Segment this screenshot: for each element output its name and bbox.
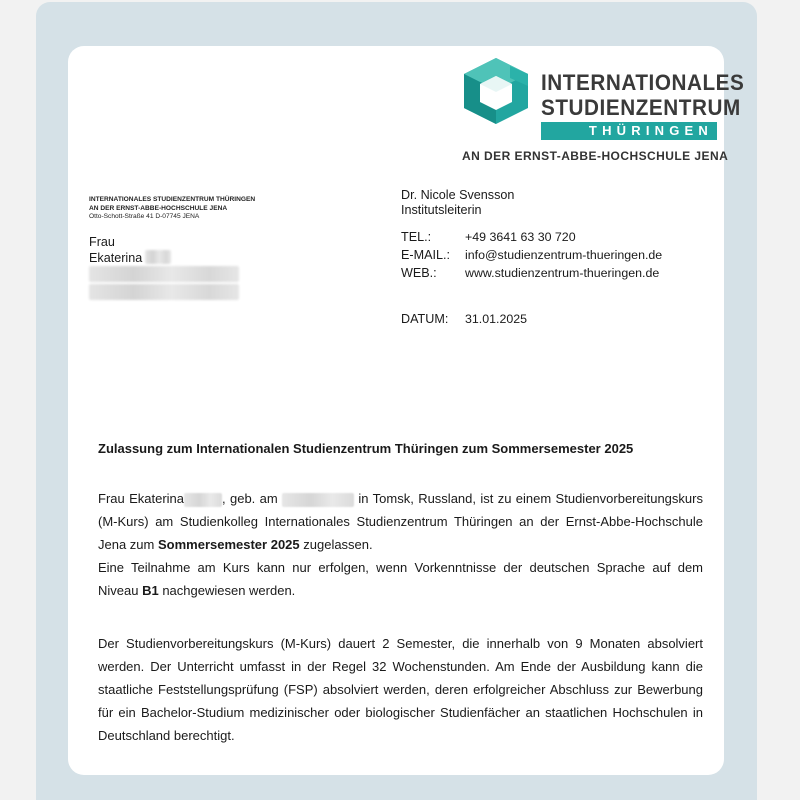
redacted-surname-inline: [184, 493, 222, 507]
email-value: info@studienzentrum-thueringen.de: [465, 248, 663, 262]
p1-l3-a: Jena zum: [98, 537, 158, 552]
p2-line1: Der Studienvorbereitungskurs (M-Kurs) dauert 2 Semester, die innerhalb von 9 Monaten absolviert: [98, 636, 703, 651]
redacted-address-line2: [89, 284, 239, 300]
redacted-address-line1: [89, 266, 239, 282]
p1-line2: (M-Kurs) am Studienkolleg Internationales Studienzentrum Thüringen an der Ernst-Abbe-Hochschule: [98, 514, 703, 529]
contact-role: Institutsleiterin: [401, 203, 482, 217]
p1-l3-c: zugelassen.: [299, 537, 373, 552]
paragraph-1: [98, 487, 703, 602]
logo-title-line3: THÜRINGEN: [588, 123, 713, 138]
logo-title-line1: INTERNATIONALES: [541, 70, 745, 95]
p1-text-c: in Tomsk, Russland, ist zu einem Studienvorbereitungskurs: [358, 491, 703, 506]
p2-line3: staatliche Feststellungsprüfung (FSP) absolviert werden, deren erfolgreicher Abschluss zur Bewerbung: [98, 682, 703, 697]
p1-text-a: Frau Ekaterina: [98, 491, 185, 506]
p2-line5: Deutschland berechtigt.: [98, 728, 235, 743]
p1-line1: [98, 487, 703, 510]
date-value: 31.01.2025: [465, 312, 528, 326]
p1-l5-bold: B1: [142, 583, 159, 598]
tel-value: +49 3641 63 30 720: [465, 230, 576, 244]
logo-title-line2: STUDIENZENTRUM: [541, 95, 741, 120]
contact-name: Dr. Nicole Svensson: [401, 188, 515, 202]
redacted-birthdate: [282, 493, 354, 507]
letter-subject: Zulassung zum Internationalen Studienzentrum Thüringen zum Sommersemester 2025: [98, 441, 634, 456]
sender-line1: INTERNATIONALES STUDIENZENTRUM THÜRINGEN: [89, 196, 256, 203]
p1-l5-c: nachgewiesen werden.: [158, 583, 296, 598]
recipient-name: Ekaterina: [89, 251, 143, 265]
web-label: WEB.:: [401, 266, 437, 280]
p1-l5-a: Niveau: [98, 583, 143, 598]
p1-line3: [98, 533, 703, 556]
p2-line2: werden. Der Unterricht umfasst in der Regel 32 Wochenstunden. Am Ende der Ausbildung kann die: [98, 659, 703, 674]
recipient-salutation: Frau: [89, 235, 115, 249]
email-label: E-MAIL.:: [401, 248, 450, 262]
p1-text-b: , geb. am: [222, 491, 278, 506]
redacted-surname: [145, 250, 171, 264]
sender-address: [89, 196, 255, 222]
logo-subline: AN DER ERNST-ABBE-HOCHSCHULE JENA: [462, 149, 729, 163]
p1-line4: Eine Teilnahme am Kurs kann nur erfolgen, wenn Vorkenntnisse der deutschen Sprache auf dem: [98, 560, 703, 575]
paragraph-2: [98, 632, 703, 747]
date-label: DATUM:: [401, 312, 449, 326]
p1-l3-bold: Sommersemester 2025: [157, 537, 300, 552]
p2-line4: für ein Bachelor-Studium medizinischer oder biologischer Studienfächer an staatlichen Hochschulen in: [98, 705, 703, 720]
p1-line5: [98, 579, 703, 602]
web-value: www.studienzentrum-thueringen.de: [465, 266, 660, 280]
sender-line2: AN DER ERNST-ABBE-HOCHSCHULE JENA: [89, 204, 228, 212]
logo-cube-icon: [462, 56, 530, 126]
sender-line3: Otto-Schott-Straße 41 D-07745 JENA: [89, 213, 200, 221]
tel-label: TEL.:: [401, 230, 432, 244]
